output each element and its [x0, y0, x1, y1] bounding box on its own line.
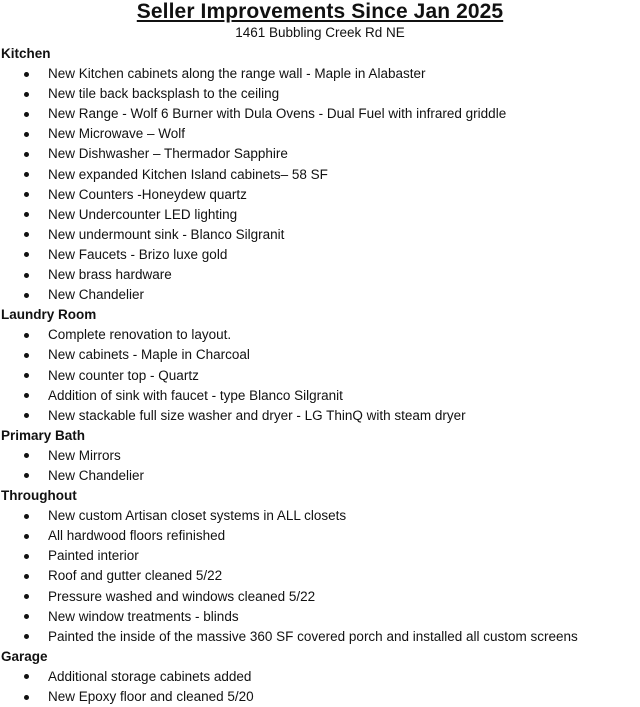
- list-item-text: New Dishwasher – Thermador Sapphire: [48, 146, 288, 162]
- bullet-icon: [24, 695, 29, 700]
- bullet-icon: [24, 413, 29, 418]
- list-item: [0, 506, 640, 526]
- bullet-icon: [24, 252, 29, 257]
- list-item: [0, 285, 640, 305]
- bullet-icon: [24, 72, 29, 77]
- list-item: [0, 566, 640, 586]
- list-item: [0, 325, 640, 345]
- list-item: [0, 587, 640, 607]
- item-list-primary-bath: [0, 446, 640, 486]
- bullet-icon: [24, 393, 29, 398]
- list-item: [0, 687, 640, 707]
- list-item: [0, 225, 640, 245]
- list-item: [0, 185, 640, 205]
- list-item-text: New Chandelier: [48, 287, 145, 303]
- list-item: [0, 366, 640, 386]
- list-item: [0, 607, 640, 627]
- list-item: [0, 265, 640, 285]
- bullet-icon: [24, 534, 29, 539]
- list-item-text: New expanded Kitchen Island cabinets– 58 SF: [48, 166, 328, 182]
- list-item-text: New cabinets - Maple in Charcoal: [48, 347, 250, 363]
- section-heading-primary-bath: Primary Bath: [1, 427, 86, 443]
- list-item-text: New custom Artisan closet systems in ALL closets: [48, 508, 347, 524]
- list-item: [0, 124, 640, 144]
- list-item: [0, 627, 640, 647]
- list-item-text: All hardwood floors refinished: [48, 528, 226, 544]
- bullet-icon: [24, 594, 29, 599]
- list-item: [0, 104, 640, 124]
- bullet-icon: [24, 453, 29, 458]
- list-item-text: Complete renovation to layout.: [48, 327, 232, 343]
- list-item: [0, 144, 640, 164]
- section-laundry-room: [0, 305, 640, 426]
- section-garage: [0, 647, 640, 707]
- bullet-icon: [24, 473, 29, 478]
- section-primary-bath: [0, 426, 640, 486]
- list-item: [0, 446, 640, 466]
- bullet-icon: [24, 554, 29, 559]
- section-throughout: [0, 486, 640, 647]
- document-title: Seller Improvements Since Jan 2025: [136, 0, 504, 23]
- bullet-icon: [24, 112, 29, 117]
- list-item: [0, 526, 640, 546]
- list-item: [0, 466, 640, 486]
- section-heading-garage: Garage: [1, 648, 48, 664]
- bullet-icon: [24, 192, 29, 197]
- list-item-text: New tile back backsplash to the ceiling: [48, 86, 280, 102]
- bullet-icon: [24, 333, 29, 338]
- list-item-text: New counter top - Quartz: [48, 367, 199, 383]
- list-item: [0, 546, 640, 566]
- item-list-laundry-room: [0, 325, 640, 425]
- section-heading-laundry-room: Laundry Room: [1, 307, 97, 323]
- bullet-icon: [24, 232, 29, 237]
- bullet-icon: [24, 373, 29, 378]
- list-item-text: Additional storage cabinets added: [48, 668, 252, 684]
- item-list-throughout: [0, 506, 640, 647]
- list-item: [0, 406, 640, 426]
- list-item-text: New brass hardware: [48, 267, 172, 283]
- list-item-text: New Kitchen cabinets along the range wall - Maple in Alabaster: [48, 66, 426, 82]
- list-item: [0, 165, 640, 185]
- bullet-icon: [24, 92, 29, 97]
- bullet-icon: [24, 273, 29, 278]
- list-item-text: New undermount sink - Blanco Silgranit: [48, 226, 285, 242]
- list-item-text: New Faucets - Brizo luxe gold: [48, 246, 228, 262]
- list-item: [0, 205, 640, 225]
- bullet-icon: [24, 172, 29, 177]
- bullet-icon: [24, 152, 29, 157]
- bullet-icon: [24, 212, 29, 217]
- section-kitchen: [0, 44, 640, 305]
- list-item-text: Painted interior: [48, 548, 139, 564]
- list-item: [0, 84, 640, 104]
- bullet-icon: [24, 353, 29, 358]
- list-item-text: Roof and gutter cleaned 5/22: [48, 568, 223, 584]
- list-item-text: New Chandelier: [48, 467, 145, 483]
- list-item-text: New Epoxy floor and cleaned 5/20: [48, 689, 254, 704]
- item-list-garage: [0, 667, 640, 707]
- list-item: [0, 64, 640, 84]
- list-item-text: New stackable full size washer and dryer - LG ThinQ with steam dryer: [48, 407, 466, 423]
- bullet-icon: [24, 634, 29, 639]
- bullet-icon: [24, 574, 29, 579]
- list-item-text: Painted the inside of the massive 360 SF covered porch and installed all custom screens: [48, 628, 578, 644]
- bullet-icon: [24, 674, 29, 679]
- section-heading-kitchen: Kitchen: [1, 46, 51, 61]
- property-address: 1461 Bubbling Creek Rd NE: [235, 25, 405, 40]
- list-item-text: New Microwave – Wolf: [48, 126, 186, 142]
- bullet-icon: [24, 293, 29, 298]
- list-item-text: New Mirrors: [48, 447, 121, 463]
- list-item: [0, 386, 640, 406]
- bullet-icon: [24, 614, 29, 619]
- list-item: [0, 345, 640, 365]
- list-item: [0, 667, 640, 687]
- item-list-kitchen: [0, 64, 640, 305]
- list-item-text: New window treatments - blinds: [48, 608, 239, 624]
- bullet-icon: [24, 132, 29, 137]
- list-item: [0, 245, 640, 265]
- bullet-icon: [24, 514, 29, 519]
- list-item-text: New Counters -Honeydew quartz: [48, 186, 247, 202]
- list-item-text: Pressure washed and windows cleaned 5/22: [48, 588, 316, 604]
- section-heading-throughout: Throughout: [1, 488, 77, 504]
- list-item-text: New Range - Wolf 6 Burner with Dula Ovens - Dual Fuel with infrared griddle: [48, 106, 507, 122]
- list-item-text: New Undercounter LED lighting: [48, 206, 238, 222]
- sections-container: [0, 44, 640, 707]
- list-item-text: Addition of sink with faucet - type Blanco Silgranit: [48, 387, 343, 403]
